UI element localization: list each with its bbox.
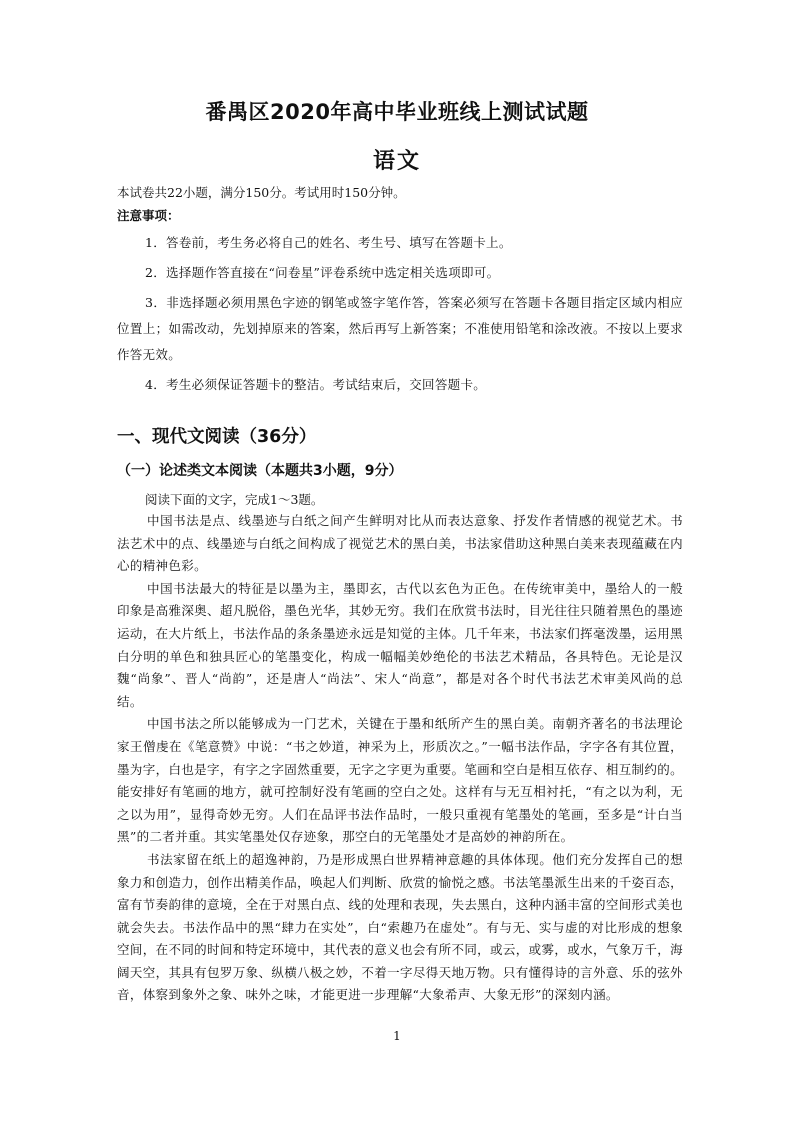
page-number: 1 bbox=[393, 1029, 401, 1043]
notice-heading: 注意事项： bbox=[117, 208, 180, 223]
subject-title: 语文 bbox=[372, 149, 421, 174]
passage-paragraph: 中国书法之所以能够成为一门艺术，关键在于墨和纸所产生的黑白美。南朝齐著名的书法理论家王僧虔在《笔意赞》中说：“书之妙道，神采为上，形质次之。”一幅书法作品，字字各有其位置，墨为字，白也是字，有字之字固然重要，无字之字更为重要。笔画和空白是相互依存、相互制约的。能安排好有笔画的地方，就可控制好没有笔画的空白之处。这样有与无互相衬托，“有之以为利，无之以为用”，显得奇妙无穷。人们在品评书法作品时，一般只重视有笔墨处的笔画，至多是“计白当黑”的二者并重。其实笔墨处仅存迹象，那空白的无笔墨处才是高妙的神韵所在。 bbox=[117, 716, 683, 845]
exam-info: 本试卷共22小题，满分150分。考试用时150分钟。 bbox=[117, 185, 406, 200]
subsection-heading: （一）论述类文本阅读（本题共3小题，9分） bbox=[117, 463, 403, 479]
section-heading: 一、现代文阅读（36分） bbox=[117, 427, 317, 447]
notice-item: 2．选择题作答直接在“问卷星”评卷系统中选定相关选项即可。 bbox=[145, 265, 500, 280]
passage-paragraph: 中国书法最大的特征是以墨为主，墨即玄，古代以玄色为正色。在传统审美中，墨给人的一般印象是高雅深奥、超凡脱俗，墨色光华，其妙无穷。我们在欣赏书法时，目光往往只随着黑色的墨迹运动，在大片纸上，书法作品的条条墨迹永远是知觉的主体。几千年来，书法家们挥毫泼墨，运用黑白分明的单色和独具匠心的笔墨变化，构成一幅幅美妙绝伦的书法艺术精品，各具特色。无论是汉魏“尚象”、晋人“尚韵”，还是唐人“尚法”、宋人“尚意”，都是对各个时代书法艺术审美风尚的总结。 bbox=[117, 580, 683, 709]
exam-title: 番禺区2020年高中毕业班线上测试试题 bbox=[205, 100, 589, 124]
notice-item: 3．非选择题必须用黑色字迹的钢笔或签字笔作答，答案必须写在答题卡各题目指定区域内相应位置上；如需改动，先划掉原来的答案，然后再写上新答案；不准使用铅笔和涂改液。不按以上要求作答无效。 bbox=[117, 295, 683, 362]
passage-paragraph: 中国书法是点、线墨迹与白纸之间产生鲜明对比从而表达意象、抒发作者情感的视觉艺术。书法艺术中的点、线墨迹与白纸之间构成了视觉艺术的黑白美，书法家借助这种黑白美来表现蕴藏在内心的精神色彩。 bbox=[117, 513, 683, 574]
notice-item: 4．考生必须保证答题卡的整洁。考试结束后，交回答题卡。 bbox=[145, 377, 487, 392]
notice-item: 1．答卷前，考生务必将自己的姓名、考生号、填写在答题卡上。 bbox=[145, 235, 512, 250]
passage-paragraph: 书法家留在纸上的超逸神韵，乃是形成黑白世界精神意趣的具体体现。他们充分发挥自己的想象力和创造力，创作出精美作品，唤起人们判断、欣赏的愉悦之感。书法笔墨派生出来的千姿百态，富有节奏韵律的意境，全在于对黑白点、线的处理和表现，失去黑白，这种内涵丰富的空间形式美也就会失去。书法作品中的黑“肆力在实处”，白“索趣乃在虚处”。有与无、实与虚的对比形成的想象空间，在不同的时间和特定环境中，其代表的意义也会有所不同，或云，或雾，或水，气象万千，海阔天空，其具有包罗万象、纵横八极之妙，不着一字尽得天地万物。只有懂得诗的言外意、乐的弦外音，体察到象外之象、味外之味，才能更进一步理解“大象希声、大象无形”的深刻内涵。 bbox=[117, 851, 683, 1003]
notice-list bbox=[117, 230, 683, 402]
reading-instruction: 阅读下面的文字，完成1～3题。 bbox=[145, 492, 324, 507]
reading-passage bbox=[117, 510, 683, 1007]
